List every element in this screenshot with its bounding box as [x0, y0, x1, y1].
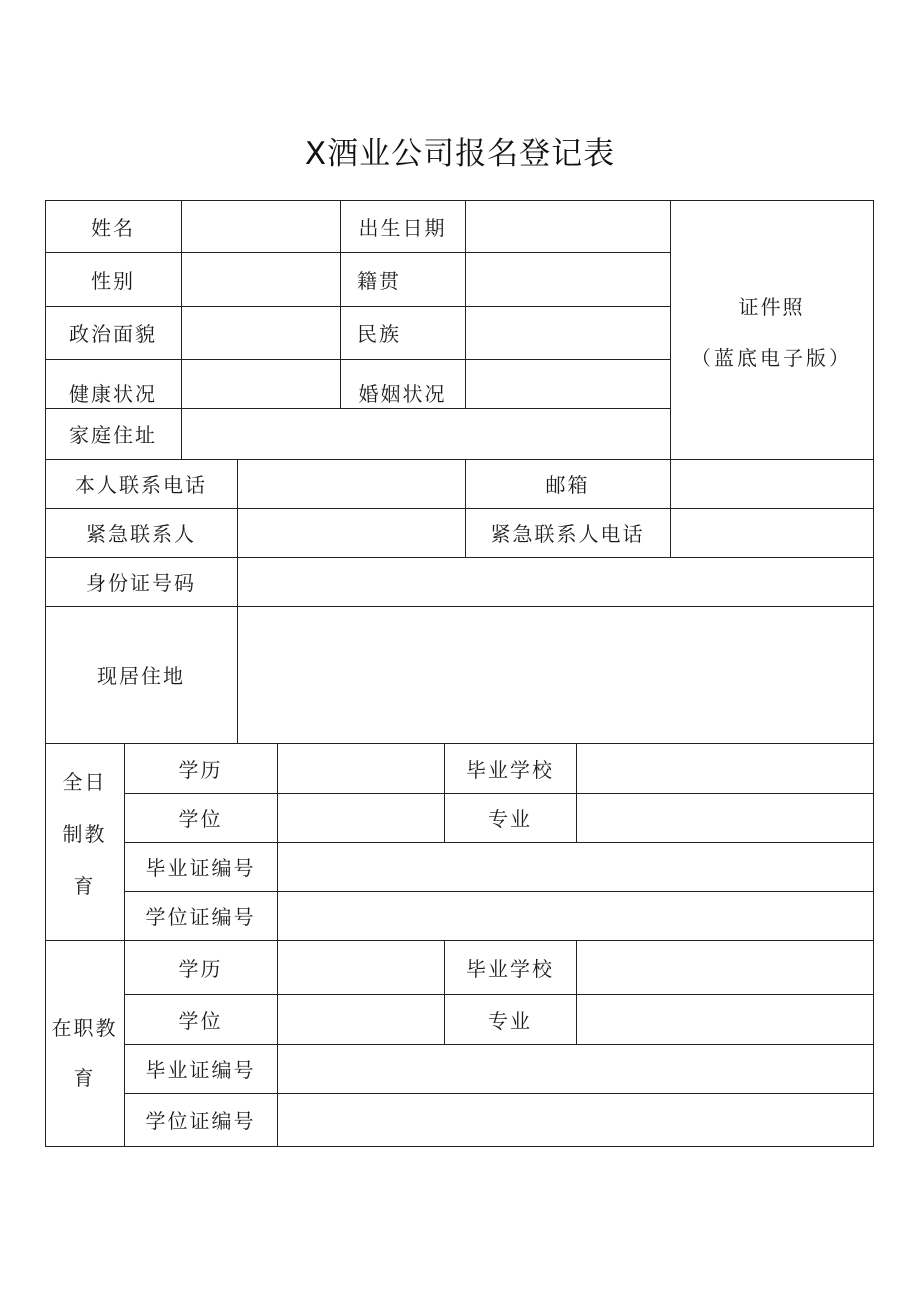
- label-gender: 性别: [91, 268, 135, 293]
- label-ft-education: 学历: [178, 757, 223, 782]
- oj-degree-field[interactable]: [278, 995, 444, 1044]
- oj-diploma-no-field[interactable]: [278, 1045, 873, 1093]
- label-political-status: 政治面貌: [69, 322, 157, 346]
- label-id-number: 身份证号码: [86, 571, 196, 595]
- ft-education-field[interactable]: [278, 744, 444, 793]
- label-home-address: 家庭住址: [69, 423, 157, 447]
- emergency-contact-field[interactable]: [238, 509, 465, 557]
- label-name: 姓名: [91, 215, 135, 240]
- label-health: 健康状况: [69, 381, 157, 406]
- label-emergency-contact: 紧急联系人: [86, 522, 196, 546]
- health-field[interactable]: [182, 360, 340, 408]
- label-oj-school: 毕业学校: [466, 956, 554, 981]
- label-ft-degree-no: 学位证编号: [145, 905, 256, 929]
- home-address-field[interactable]: [182, 409, 670, 459]
- label-oj-education: 学历: [178, 956, 223, 981]
- phone-field[interactable]: [238, 460, 465, 508]
- current-address-field[interactable]: [238, 607, 873, 743]
- id-number-field[interactable]: [238, 558, 873, 606]
- emergency-phone-field[interactable]: [671, 509, 873, 557]
- political-status-field[interactable]: [182, 307, 340, 359]
- ft-degree-field[interactable]: [278, 794, 444, 842]
- ft-diploma-no-field[interactable]: [278, 843, 873, 891]
- label-emergency-phone: 紧急联系人电话: [490, 522, 645, 546]
- table-border-bottom: [45, 1146, 874, 1147]
- oj-major-field[interactable]: [577, 995, 873, 1044]
- label-native-place: 籍贯: [357, 268, 401, 293]
- label-oj-degree-no: 学位证编号: [145, 1109, 256, 1133]
- section-fulltime-line1: 全日: [62, 769, 107, 794]
- section-fulltime-line3: 育: [73, 873, 96, 898]
- label-ft-major: 专业: [488, 807, 532, 831]
- label-phone: 本人联系电话: [75, 473, 207, 497]
- photo-label: 证件照: [738, 294, 805, 319]
- photo-upload-area[interactable]: [671, 201, 873, 459]
- label-current-address: 现居住地: [97, 664, 185, 688]
- section-fulltime-line2: 制教: [62, 821, 107, 846]
- native-place-field[interactable]: [466, 253, 670, 306]
- table-border-right: [873, 200, 874, 1147]
- name-field[interactable]: [182, 201, 340, 252]
- birth-date-field[interactable]: [466, 201, 670, 252]
- label-ethnicity: 民族: [357, 322, 401, 346]
- label-oj-major: 专业: [488, 1008, 532, 1033]
- page-title: X酒业公司报名登记表: [304, 136, 616, 172]
- section-onjob-line1: 在职教: [51, 1015, 118, 1040]
- label-birth-date: 出生日期: [358, 215, 447, 240]
- label-oj-degree: 学位: [178, 1008, 223, 1033]
- ethnicity-field[interactable]: [466, 307, 670, 359]
- oj-education-field[interactable]: [278, 941, 444, 994]
- ft-major-field[interactable]: [577, 794, 873, 842]
- label-ft-school: 毕业学校: [466, 757, 554, 782]
- label-oj-diploma-no: 毕业证编号: [145, 1058, 256, 1082]
- marital-field[interactable]: [466, 360, 670, 408]
- label-ft-degree: 学位: [178, 807, 223, 831]
- oj-degree-no-field[interactable]: [278, 1094, 873, 1146]
- label-email: 邮箱: [545, 473, 590, 497]
- ft-school-field[interactable]: [577, 744, 873, 793]
- email-field[interactable]: [671, 460, 873, 508]
- section-onjob-line2: 育: [73, 1065, 96, 1090]
- oj-school-field[interactable]: [577, 941, 873, 994]
- photo-spec: （蓝底电子版）: [691, 345, 852, 370]
- ft-degree-no-field[interactable]: [278, 892, 873, 940]
- label-marital: 婚姻状况: [358, 381, 447, 406]
- gender-field[interactable]: [182, 253, 340, 306]
- label-ft-diploma-no: 毕业证编号: [145, 856, 256, 880]
